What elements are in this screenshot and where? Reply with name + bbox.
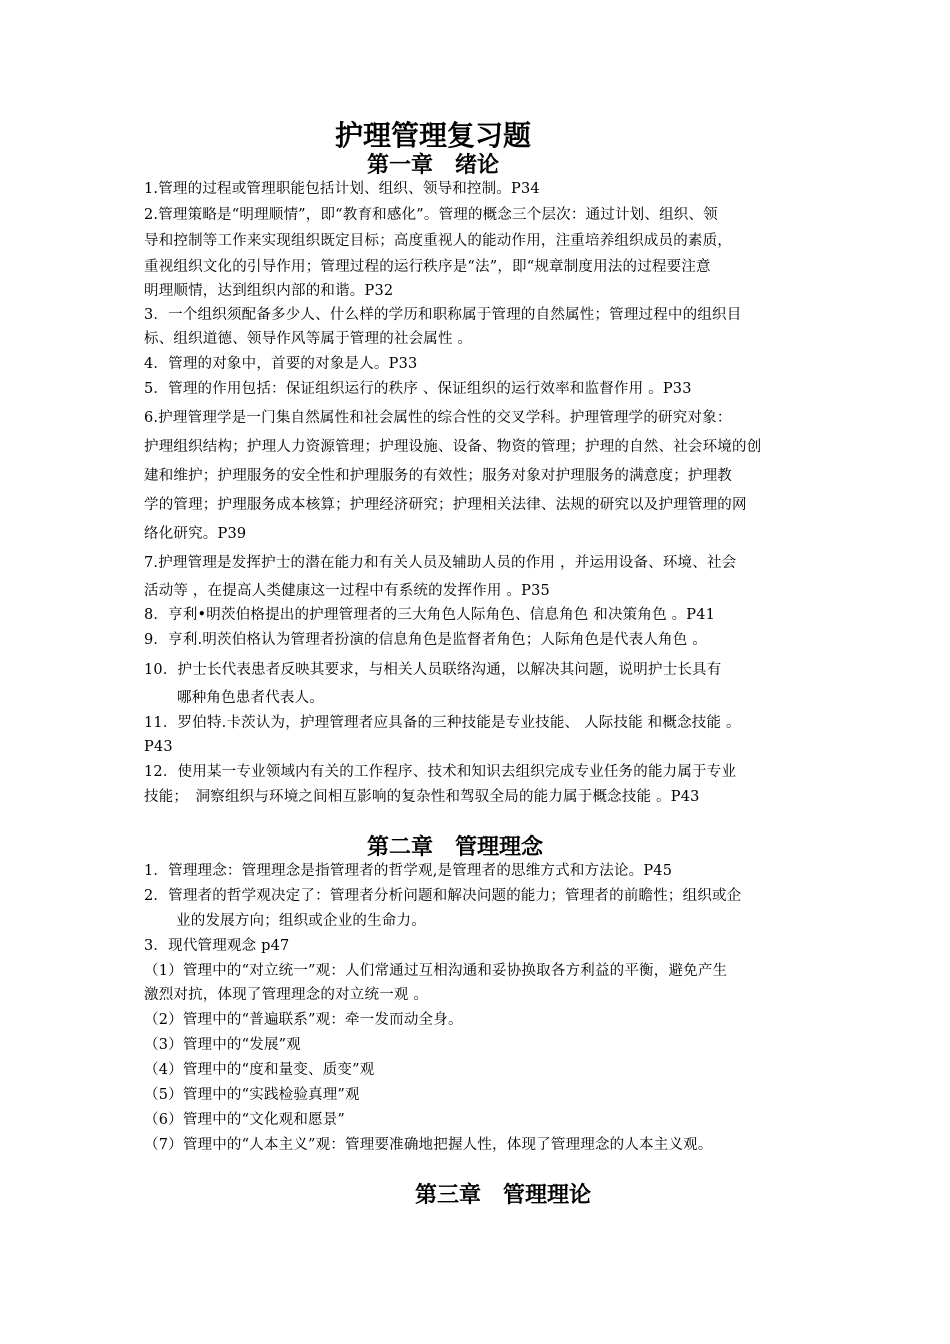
ch1-item-6-line-1: 6.护理管理学是一门集自然属性和社会属性的综合性的交叉学科。护理管理学的研究对象： [144, 410, 732, 426]
ch1-item-2-line-4: 明理顺情，达到组织内部的和谐。P32 [144, 283, 394, 299]
ch1-item-11-line-1: 11．罗伯特.卡茨认为，护理管理者应具备的三种技能是专业技能、 人际技能 和概念技能 。 [144, 715, 741, 731]
ch1-item-7-line-2: 活动等 ，在提高人类健康这一过程中有系统的发挥作用 。P35 [144, 583, 550, 599]
ch1-item-7-line-1: 7.护理管理是发挥护士的潜在能力和有关人员及辅助人员的作用 ，并运用设备、环境、社会 [144, 555, 737, 571]
ch1-item-3-line-1: 3．一个组织须配备多少人、什么样的学历和职称属于管理的自然属性；管理过程中的组织目 [144, 307, 742, 323]
ch1-item-12-line-1: 12．使用某一专业领域内有关的工作程序、技术和知识去组织完成专业任务的能力属于专业 [144, 764, 737, 780]
ch1-item-4: 4．管理的对象中，首要的对象是人。P33 [144, 356, 418, 372]
ch1-item-2-line-1: 2.管理策略是“明理顺情”，即“教育和感化”。管理的概念三个层次：通过计划、组织、领 [144, 207, 718, 223]
ch1-item-5: 5．管理的作用包括：保证组织运行的秩序 、保证组织的运行效率和监督作用 。P33 [144, 381, 692, 397]
ch1-item-8: 8．亨利•明茨伯格提出的护理管理者的三大角色人际角色、信息角色 和决策角色 。P41 [144, 607, 716, 623]
ch2-item-3-7: （7）管理中的“人本主义”观：管理要准确地把握人性，体现了管理理念的人本主义观。 [144, 1137, 713, 1153]
chapter-3-heading: 第三章 管理理论 [414, 1182, 591, 1208]
ch2-item-3-5: （5）管理中的“实践检验真理”观 [144, 1087, 360, 1103]
ch1-item-9: 9．亨利.明茨伯格认为管理者扮演的信息角色是监督者角色；人际角色是代表人角色 。 [144, 632, 707, 648]
ch2-item-3: 3．现代管理观念 p47 [144, 938, 290, 954]
ch2-item-2-line-2: 业的发展方向；组织或企业的生命力。 [176, 913, 426, 929]
ch2-item-1: 1．管理理念：管理理念是指管理者的哲学观,是管理者的思维方式和方法论。P45 [144, 863, 673, 879]
ch2-item-2-line-1: 2．管理者的哲学观决定了：管理者分析问题和解决问题的能力；管理者的前瞻性；组织或企 [144, 888, 742, 904]
ch2-item-3-4: （4）管理中的“度和量变、质变”观 [144, 1062, 375, 1078]
ch1-item-6-line-2: 护理组织结构；护理人力资源管理；护理设施、设备、物资的管理；护理的自然、社会环境的创 [144, 439, 762, 455]
chapter-2-heading: 第二章 管理理念 [366, 834, 543, 860]
ch1-item-3-line-2: 标、组织道德、领导作风等属于管理的社会属性 。 [144, 331, 473, 347]
document-title: 护理管理复习题 [334, 119, 531, 152]
ch1-item-6-line-4: 学的管理；护理服务成本核算；护理经济研究；护理相关法律、法规的研究以及护理管理的网 [144, 497, 747, 513]
ch1-item-2-line-2: 导和控制等工作来实现组织既定目标；高度重视人的能动作用，注重培养组织成员的素质， [144, 233, 732, 249]
chapter-1-heading: 第一章 绪论 [366, 152, 499, 178]
ch1-item-10-line-2: 哪种角色患者代表人。 [177, 690, 324, 706]
ch1-item-6-line-5: 络化研究。P39 [144, 526, 247, 542]
ch2-item-3-3: （3）管理中的“发展”观 [144, 1037, 301, 1053]
ch1-item-2-line-3: 重视组织文化的引导作用；管理过程的运行秩序是“法”，即“规章制度用法的过程要注意 [144, 259, 711, 275]
ch1-item-12-line-2: 技能； 洞察组织与环境之间相互影响的复杂性和驾驭全局的能力属于概念技能 。P43 [144, 789, 700, 805]
ch1-item-6-line-3: 建和维护；护理服务的安全性和护理服务的有效性；服务对象对护理服务的满意度；护理教 [144, 468, 732, 484]
ch2-item-3-2: （2）管理中的“普遍联系”观：牵一发而动全身。 [144, 1012, 463, 1028]
ch2-item-3-1-line-2: 激烈对抗，体现了管理理念的对立统一观 。 [144, 987, 429, 1003]
ch2-item-3-1-line-1: （1）管理中的“对立统一”观：人们常通过互相沟通和妥协换取各方利益的平衡，避免产生 [144, 963, 728, 979]
ch1-item-1: 1.管理的过程或管理职能包括计划、组织、领导和控制。P34 [144, 181, 540, 197]
ch1-item-10-line-1: 10．护士长代表患者反映其要求，与相关人员联络沟通，以解决其问题，说明护士长具有 [144, 662, 722, 678]
ch2-item-3-6: （6）管理中的“文化观和愿景” [144, 1112, 346, 1128]
ch1-item-11-line-2: P43 [144, 739, 173, 755]
